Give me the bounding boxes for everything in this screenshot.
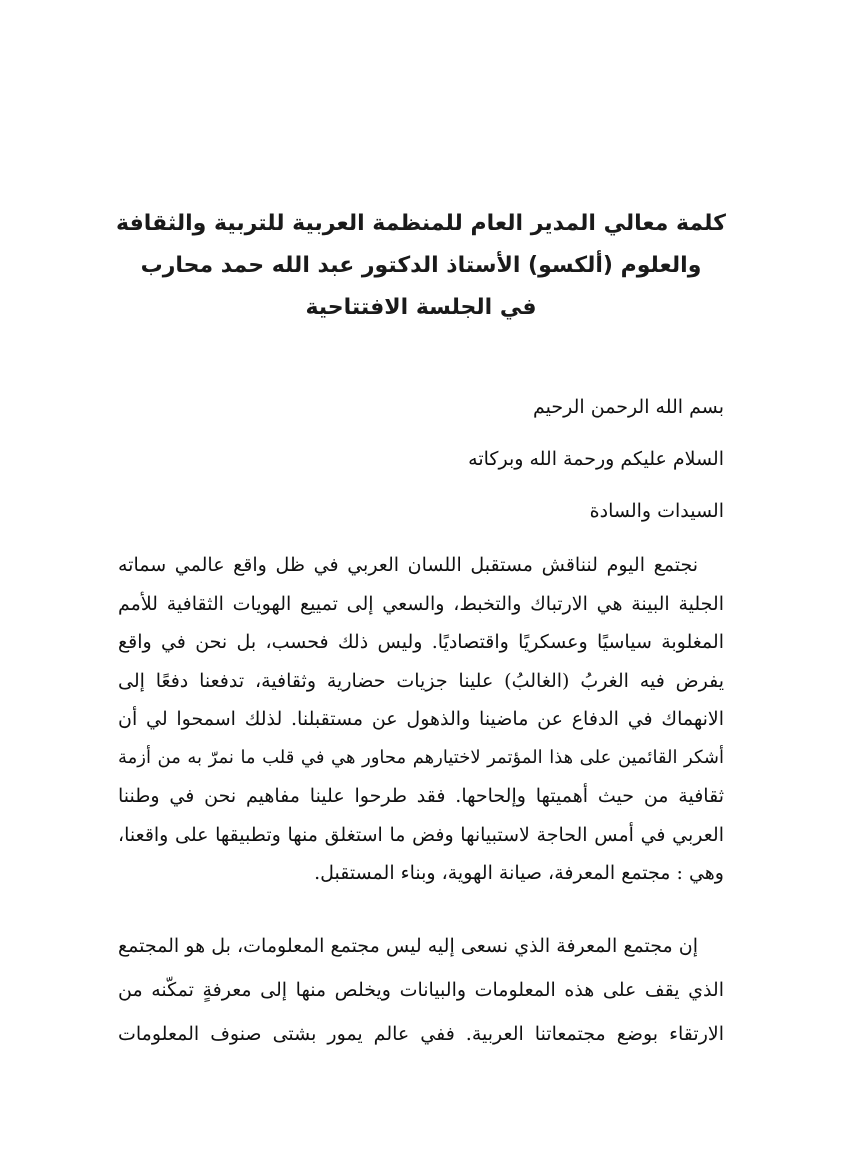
title-line-2: والعلوم (ألكسو) الأستاذ الدكتور عبد الله حمد محارب [140,253,702,278]
title-line-3: في الجلسة الافتتاحية [305,295,537,320]
speech-title [100,203,742,329]
paragraph-line: وهي : مجتمع المعرفة، صيانة الهوية، وبناء المستقبل. [314,862,724,884]
salutation: السلام عليكم ورحمة الله وبركاته [468,448,724,470]
paragraph-line: الذي يقف على هذه المعلومات والبيانات ويخلص منها إلى معرفةٍ تمكّنه من [118,979,724,1001]
title-line-1: كلمة معالي المدير العام للمنظمة العربية للتربية والثقافة [116,211,726,236]
basmala: بسم الله الرحمن الرحيم [533,396,724,418]
paragraph-1 [118,546,724,893]
paragraph-line: أشكر القائمين على هذا المؤتمر لاختيارهم محاور هي في قلب ما نمرّ به من أزمة [118,746,724,768]
paragraph-line: الانهماك في الدفاع عن ماضينا والذهول عن مستقبلنا. لذلك اسمحوا لي أن [118,708,724,730]
paragraph-line: المغلوبة سياسيًا وعسكريًا واقتصاديًا. وليس ذلك فحسب، بل نحن في واقع [118,631,724,653]
paragraph-line: ثقافية من حيث أهميتها وإلحاحها. فقد طرحوا علينا مفاهيم نحن في وطننا [118,785,724,807]
paragraph-line: يفرض فيه الغربُ (الغالبُ) علينا جزيات حضارية وثقافية، تدفعنا دفعًا إلى [118,669,724,692]
audience-address: السيدات والسادة [589,500,724,522]
paragraph-line: الارتقاء بوضع مجتمعاتنا العربية. ففي عالم يمور بشتى صنوف المعلومات [118,1023,724,1045]
paragraph-2 [118,924,724,1056]
paragraph-line: إن مجتمع المعرفة الذي نسعى إليه ليس مجتمع المعلومات، بل هو المجتمع [118,935,698,957]
paragraph-line: الجلية البينة هي الارتباك والتخبط، والسعي إلى تمييع الهويات الثقافية للأمم [118,592,724,615]
paragraph-line: العربي في أمس الحاجة لاستبيانها وفض ما استغلق منها وتطبيقها على واقعنا، [118,823,724,846]
paragraph-line: نجتمع اليوم لنناقش مستقبل اللسان العربي في ظل واقع عالمي سماته [118,554,698,576]
